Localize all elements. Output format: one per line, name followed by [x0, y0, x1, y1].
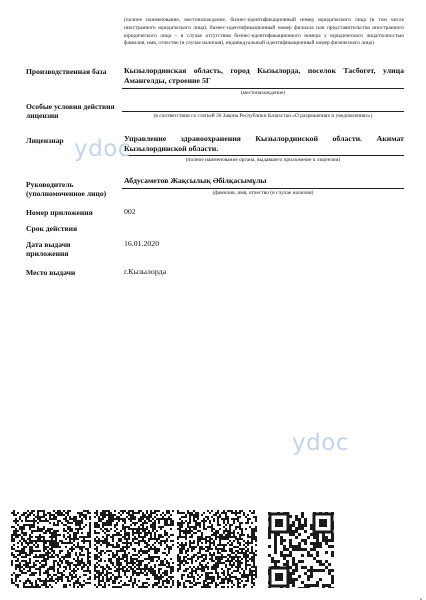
- validity-label: Срок действия: [26, 224, 78, 233]
- head-label-line1: Руководитель: [26, 180, 74, 189]
- production-base-label: Производственная база: [26, 67, 107, 76]
- watermark-ydoc: ydoc: [292, 430, 349, 456]
- licensor-label: Лицензиар: [26, 136, 64, 145]
- licensor-value: Управление здравоохранения Кызылординской области. Акимат Кызылординской области.: [124, 134, 404, 153]
- production-base-value: Кызылординская область, город Кызылорда, поселок Тасбогет, улица Амангелды, строение 5Г: [124, 66, 404, 85]
- divider: [122, 188, 404, 189]
- appendix-number-label: Номер приложения: [26, 208, 93, 217]
- head-caption: (фамилия, имя, отчество (в случае наличия): [212, 190, 314, 196]
- qr-code-icon: [268, 512, 334, 588]
- divider: [122, 155, 404, 156]
- watermark-ydoc: ydoc: [74, 136, 131, 162]
- issue-date-label-line1: Дата выдачи: [26, 240, 71, 249]
- issue-place-label: Место выдачи: [26, 268, 76, 277]
- header-caption: (полное наименование, местонахождение, бизнес-идентификационный номер юридического лица (в том числе иностранного юридического лица), бизнес-идентификационный номер филиала или представительства иностранного юридического лица – в случае отсутствия бизнес-идентификационного номера у юридического лица/полностью фамилия, имя, отчество (в случае наличия), индивидуальный идентификационный номер физического лица): [124, 17, 404, 47]
- head-label: [26, 180, 106, 199]
- production-base-caption: (местонахождение): [240, 90, 286, 96]
- issue-date-label: [26, 240, 70, 259]
- special-conditions-label: Особые условия действия лицензии: [26, 102, 115, 121]
- licensor-caption: (полное наименование органа, выдавшего приложение к лицензии): [185, 157, 341, 163]
- head-label-line2: (уполномоченное лицо): [26, 189, 107, 199]
- barcode-image: [177, 510, 257, 588]
- barcode-image: [94, 510, 174, 588]
- head-value: Абдусаметов Жақсылық Әбілқасымұлы: [124, 176, 267, 185]
- divider: [122, 88, 404, 89]
- issue-place-value: г.Кызылорда: [124, 267, 167, 276]
- appendix-number-value: 002: [124, 207, 136, 216]
- divider: [122, 111, 404, 112]
- special-conditions-caption: (в соответствии со статьей 36 Закона Республики Казахстан «О разрешениях и уведомлениях»): [153, 113, 373, 119]
- barcode-image: [11, 510, 91, 588]
- issue-date-value: 16.01.2020: [124, 239, 160, 248]
- issue-date-label-line2: приложения: [26, 249, 69, 259]
